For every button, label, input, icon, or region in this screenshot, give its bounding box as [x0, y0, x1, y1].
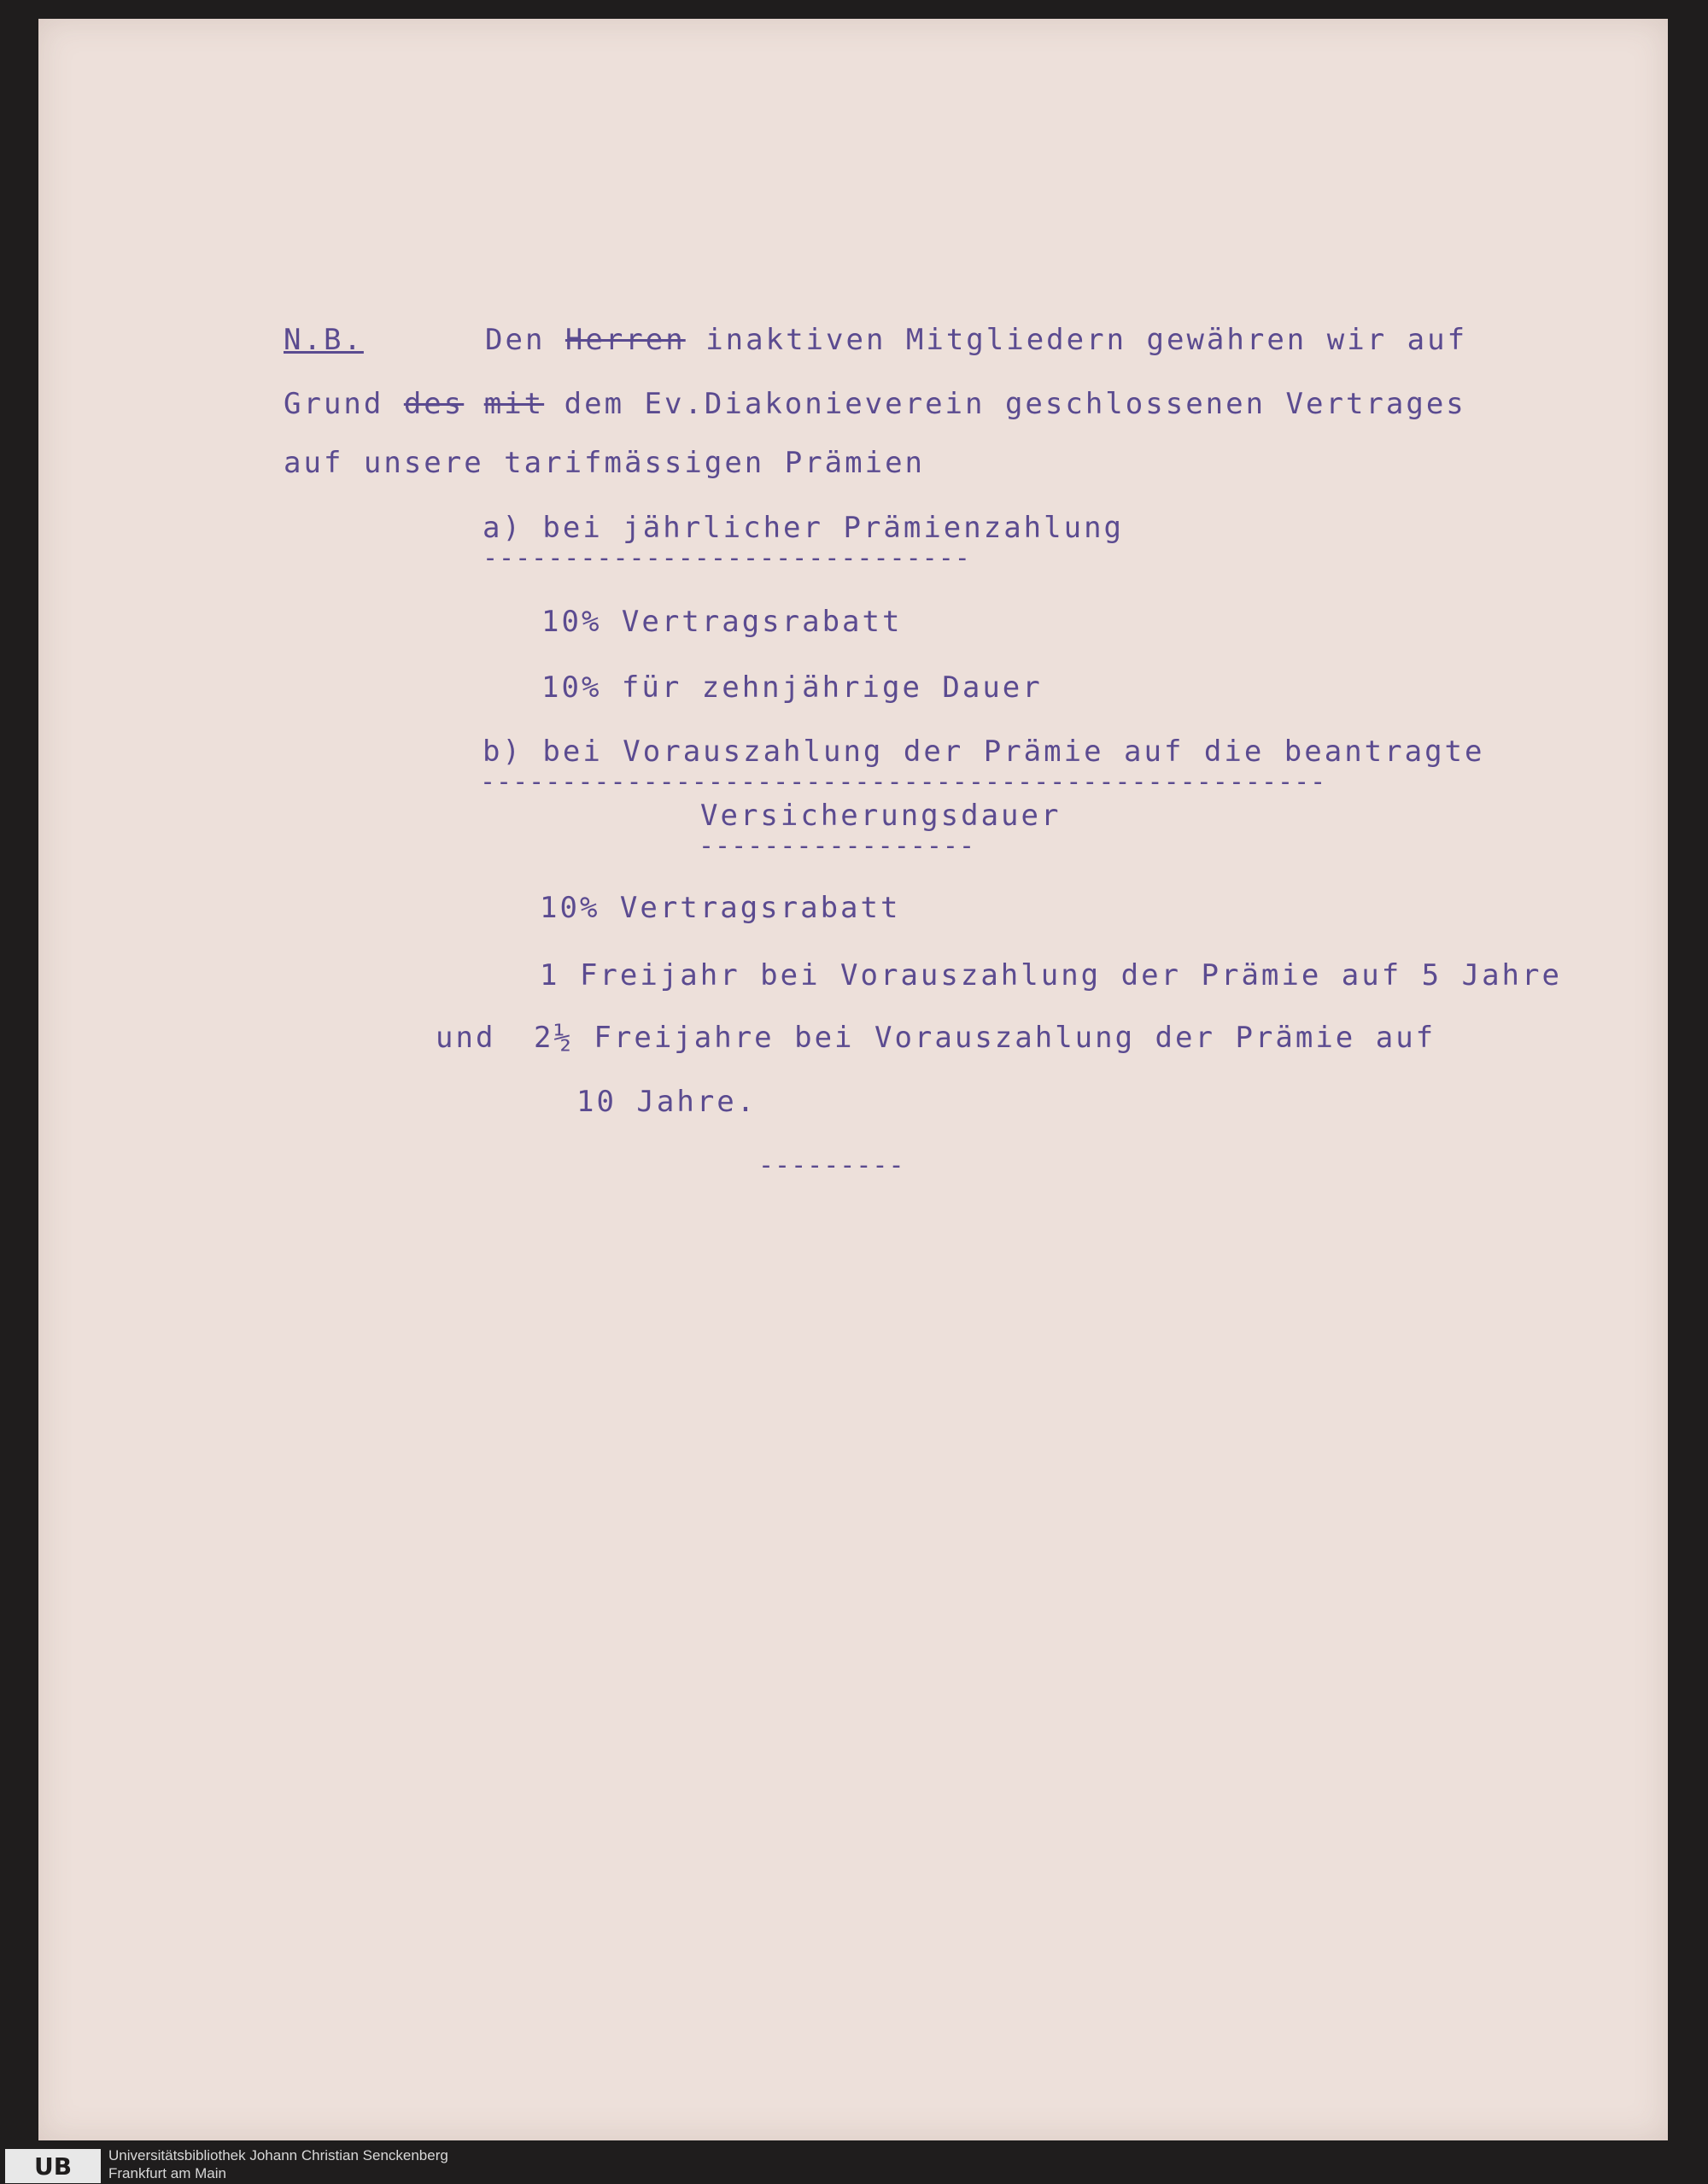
- end-rule: ---------: [758, 1151, 905, 1180]
- a-item-1: 10% Vertragsrabatt: [541, 605, 903, 639]
- footer-attribution: [108, 2146, 448, 2182]
- b-item-2: 1 Freijahr bei Vorauszahlung der Prämie auf 5 Jahre: [540, 958, 1562, 992]
- paragraph-line-1: [485, 323, 1467, 357]
- text-fragment: dem Ev.Diakonieverein geschlossenen Vertrages: [544, 387, 1466, 421]
- nb-label: N.B.: [284, 323, 364, 357]
- footer-line-2: Frankfurt am Main: [108, 2165, 226, 2181]
- ub-logo-icon: UB: [5, 2149, 101, 2183]
- paragraph-line-2: [284, 387, 1466, 421]
- section-b-underline-1: ----------------------------------------------------: [480, 767, 1327, 797]
- section-b-heading: b) bei Vorauszahlung der Prämie auf die beantragte: [483, 735, 1485, 769]
- b-item-3-continuation: 10 Jahre.: [576, 1085, 757, 1119]
- section-a-heading: a) bei jährlicher Prämienzahlung: [483, 511, 1125, 545]
- struck-word: des: [403, 387, 465, 421]
- text-fragment: inaktiven Mitgliedern gewähren wir auf: [685, 323, 1468, 357]
- paragraph-line-3: auf unsere tarifmässigen Prämien: [284, 446, 926, 480]
- section-b-underline-2: -----------------: [699, 831, 976, 861]
- text-fragment: Grund: [284, 387, 404, 421]
- b-item-3-prefix: und: [436, 1021, 496, 1055]
- section-b-heading-2: Versicherungsdauer: [700, 799, 1062, 833]
- struck-word: mit: [483, 387, 545, 421]
- footer-line-1: Universitätsbibliothek Johann Christian Senckenberg: [108, 2147, 448, 2164]
- b-item-3: 2½ Freijahre bei Vorauszahlung der Prämie auf: [534, 1021, 1436, 1055]
- library-logo: [5, 2149, 101, 2183]
- b-item-1: 10% Vertragsrabatt: [540, 891, 901, 925]
- a-item-2: 10% für zehnjährige Dauer: [541, 670, 1043, 705]
- text-fragment: Den: [485, 323, 565, 357]
- struck-word: Herren: [564, 323, 686, 357]
- section-a-underline: ------------------------------: [483, 543, 971, 573]
- text-fragment: [464, 387, 483, 421]
